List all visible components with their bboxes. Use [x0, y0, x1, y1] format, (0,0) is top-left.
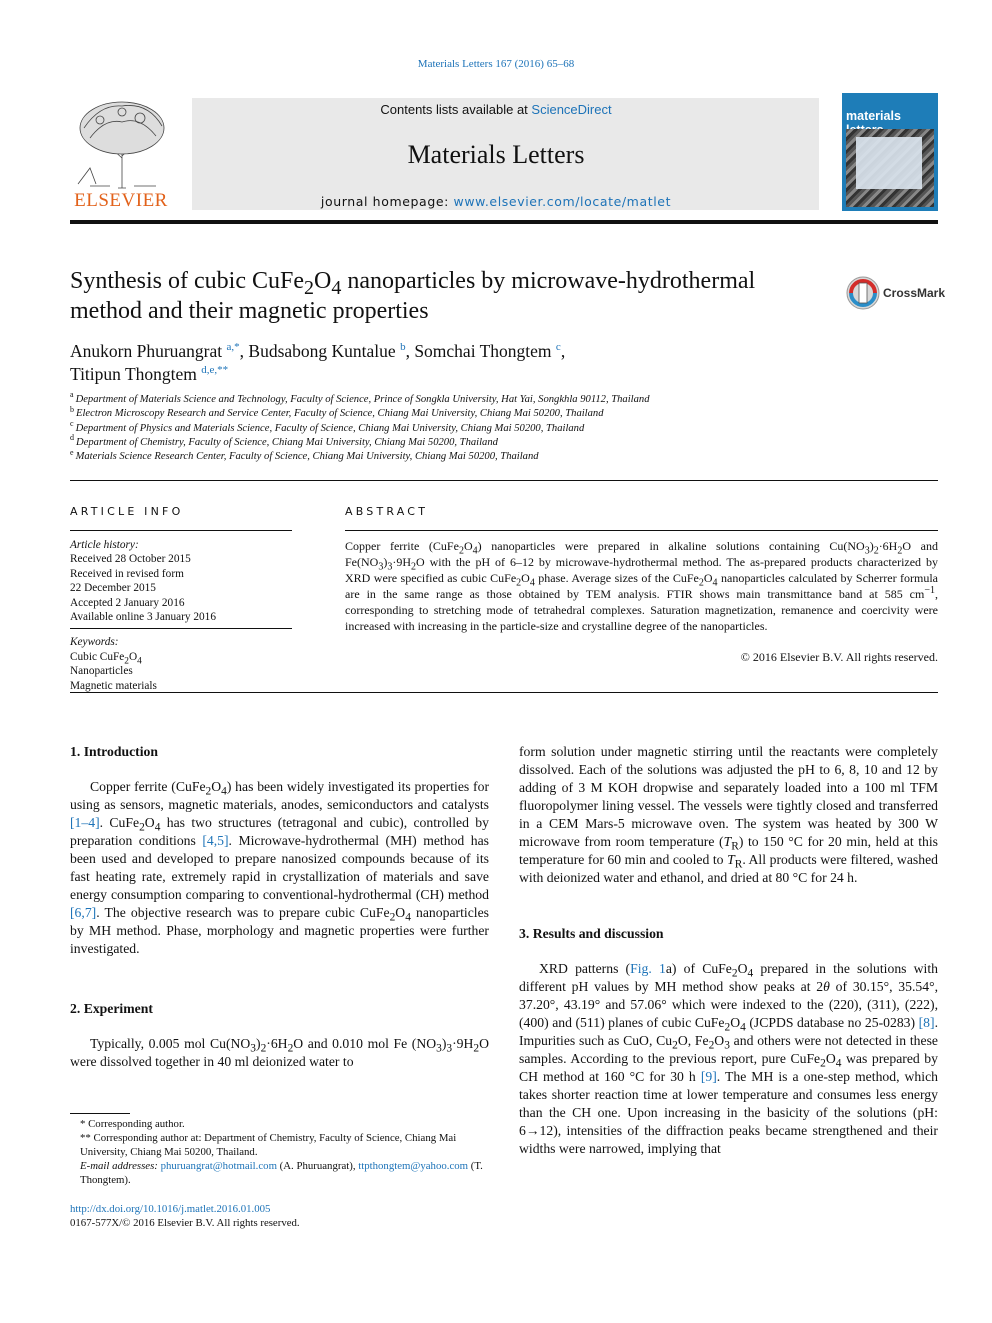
affiliation-b [70, 404, 930, 421]
affiliation-mark: d [70, 433, 74, 443]
experiment-paragraph-cont: form solution under magnetic stirring until the reactants were completely dissolved. Each of the solutions was adjusted the pH to 6, 8, 10 and 12 by adding of 3 M KOH dropwise and separately loaded into a 100 ml TFM fluoropolymer lining vessel. The vessels were tightly closed and transferred in a CEM Mars-5 microwave oven. The system was heated by 300 W microwave from room temperature $(T_R)$ to 150 °C for 20 min, held at this temperature for 60 min and cooled to $T_R$. All products were filtered, washed with deionized water and ethanol, and dried at 80 °C for 24 h. [519, 744, 939, 885]
history-item: Received in revised form [70, 567, 184, 580]
keywords-list [70, 650, 292, 693]
intro-paragraph: Copper ferrite $(CuFe_2O_4)$ has been widely investigated its properties for using as sensors, magnetic materials, anodes, semiconductors and catalysts [1–4]. $CuFe_2O_4$ has two structures (tetragonal and cubic), controlled by preparation conditions [4,5]. Microwave-hydrothermal (MH) method has been used and developed to prepare nanosized compounds because of its fast heating rate, extremely rapid in crystallization of materials and save energy consumption comparing to conventional-hydrothermal (CH) method [6,7]. The objective research was to prepare cubic $CuFe_2O_4$ nanoparticles by MH method. Phase, morphology and magnetic properties were further investigated. [70, 779, 490, 956]
article-info [70, 538, 292, 693]
email-link-1[interactable]: phuruangrat@hotmail.com [160, 1160, 277, 1172]
article-info-rule [70, 530, 292, 531]
history-item: Available online 3 January 2016 [70, 611, 216, 624]
abstract-copyright: © 2016 Elsevier B.V. All rights reserved. [740, 650, 938, 664]
footnote-rule [70, 1113, 130, 1114]
doi-block [70, 1202, 300, 1231]
abstract-bottom-divider [70, 692, 938, 693]
affiliation-mark: c [70, 419, 74, 429]
journal-citation[interactable]: Materials Letters 167 (2016) 65–68 [417, 58, 575, 70]
affiliation-mark: b [70, 404, 74, 414]
email-link-2[interactable]: ttpthongtem@yahoo.com [358, 1160, 469, 1172]
affiliations [70, 390, 930, 464]
experiment-heading: 2. Experiment [70, 1001, 153, 1016]
history-item: Received 28 October 2015 [70, 553, 191, 566]
results-paragraph: XRD patterns (Fig. 1a) of $CuFe_2O_4$ prepared in the solutions with different pH values by MH method show peaks at 2θ of 30.15°, 35.54°, 37.20°, 43.19° and 57.06° which were indexed to the (220), (311), (222), (400) and (511) planes of cubic $CuFe_2O_4$ (JCPDS database no 25-0283) [8]. Impurities such as CuO, $Cu_2O$, $Fe_2O_3$ and others were not detected in these samples. According to the previous report, pure $CuFe_2O_4$ was prepared by CH method at 160 °C for 30 h [9]. The MH is a one-step method, which takes shorter reaction time at lower temperature and consumes less energy than the CH one. Upon increasing in the basicity of the solutions (pH: 6→12), intensities of the diffraction peaks became strengthened and their widths were narrowed, implying that [519, 961, 938, 1156]
issn-line: 0167-577X/© 2016 Elsevier B.V. All rights reserved. [70, 1217, 300, 1230]
affiliation-e [70, 447, 930, 464]
cover-title: materials [846, 109, 901, 123]
affiliation-mark: a [70, 390, 74, 400]
journal-cover-image [842, 93, 938, 211]
crossmark-icon[interactable] [845, 275, 881, 311]
left-column [70, 743, 489, 1071]
experiment-paragraph: Typically, 0.005 mol $Cu(NO_3)_2\cdot 6H_2O$ and 0.010 mol Fe $(NO_3)_3\cdot 9H_2O$ were dissolved together in 40 ml deionized water to [70, 1036, 489, 1069]
doi-link[interactable]: http://dx.doi.org/10.1016/j.matlet.2016.01.005 [70, 1203, 271, 1215]
journal-homepage: journal homepage: www.elsevier.com/locate/matlet [320, 194, 672, 209]
contents-line: Contents lists available at ScienceDirect [380, 102, 612, 117]
article-info-heading: ARTICLE INFO [70, 505, 184, 518]
reference-link[interactable]: [6,7] [70, 905, 97, 920]
header-divider [70, 220, 938, 224]
keyword-item: Nanoparticles [70, 665, 133, 678]
affiliation-a [70, 390, 930, 407]
intro-heading: 1. Introduction [70, 744, 158, 759]
affiliation-mark: e [70, 447, 74, 457]
history-item: 22 December 2015 [70, 582, 156, 595]
keyword-item: Magnetic materials [70, 679, 157, 692]
affiliation-c [70, 419, 930, 436]
footnotes [70, 1117, 490, 1187]
reference-link[interactable]: [1–4] [70, 815, 100, 830]
publisher-wordmark: ELSEVIER [74, 190, 168, 211]
affiliations-divider [70, 480, 938, 481]
history-item: Accepted 2 January 2016 [70, 596, 185, 609]
article-title: Synthesis of cubic $CuFe_2O_4$ nanoparticles by microwave-hydrothermal method and their magnetic properties [70, 268, 756, 324]
affiliation-text: Department of Physics and Materials Science, Faculty of Science, Chiang Mai University, Chiang Mai 50200, Thailand [75, 422, 585, 434]
journal-name: Materials Letters [407, 140, 585, 169]
reference-link[interactable]: [4,5] [202, 833, 229, 848]
crossmark-label[interactable]: CrossMark [883, 286, 946, 300]
affiliation-text: Department of Materials Science and Technology, Faculty of Science, Prince of Songkla University, Hat Yai, Songkhla 90112, Thailand [75, 394, 650, 405]
abstract-rule [345, 530, 938, 531]
history-rule [70, 628, 292, 629]
history-label: Article history: [70, 539, 139, 551]
abstract-heading: ABSTRACT [345, 505, 429, 518]
affiliation-text: Materials Science Research Center, Faculty of Science, Chiang Mai University, Chiang Mai 50200, Thailand [75, 451, 539, 463]
reference-link[interactable]: [8] [918, 1015, 935, 1030]
affiliation-d [70, 433, 930, 450]
affiliation-text: Department of Chemistry, Faculty of Science, Chiang Mai University, Chiang Mai 50200, Thailand [76, 436, 498, 448]
results-heading: 3. Results and discussion [519, 926, 664, 941]
author-list: Anukorn Phuruangrat $^{a,*}$, Budsabong Kuntalue $^b$, Somchai Thongtem $^c$, Titipun Thongtem $^{d,e,**}$ [70, 341, 566, 384]
footnote-corresponding-1: * Corresponding author. [80, 1118, 185, 1130]
reference-link[interactable]: Fig. 1 [630, 961, 666, 976]
history-list [70, 552, 292, 624]
affiliation-text: Electron Microscopy Research and Service Center, Faculty of Science, Chiang Mai University, Chiang Mai 50200, Thailand [76, 408, 604, 420]
keyword-item: Cubic $CuFe_2O_4$ [70, 650, 142, 667]
sciencedirect-link[interactable]: ScienceDirect [531, 102, 612, 117]
keywords-label: Keywords: [70, 636, 119, 649]
abstract-text: Copper ferrite $(CuFe_2O_4)$ nanoparticles were prepared in alkaline solutions containing $Cu(NO_3)_2\cdot 6H_2O$ and $Fe(NO_3)_3\cdot 9H_2O$ with the pH of 6–12 by microwave-hydrothermal method. The as-prepared products characterized by XRD were specified as cubic $CuFe_2O_4$ phase. Average sizes of the $CuFe_2O_4$ nanoparticles calculated by Scherrer formula are in the same range as those obtained by TEM analysis. FTIR shows main transmittance band at 585 $cm^{-1}$, corresponding to stretching mode of tetrahedral complexes. Saturation magnetization, remanence and coercivity were increased with increasing in the particle-size and crystalline degree of the nanoparticles. [345, 539, 938, 633]
footnote-emails: E-mail addresses: phuruangrat@hotmail.com (A. Phuruangrat), ttpthongtem@yahoo.com (T. Thongtem). [80, 1160, 483, 1186]
reference-link[interactable]: [9] [700, 1069, 717, 1084]
right-column [519, 743, 938, 1158]
homepage-link[interactable]: www.elsevier.com/locate/matlet [453, 194, 672, 209]
footnote-corresponding-2: ** Corresponding author at: Department of Chemistry, Faculty of Science, Chiang Mai University, Chiang Mai 50200, Thailand. [80, 1132, 457, 1158]
